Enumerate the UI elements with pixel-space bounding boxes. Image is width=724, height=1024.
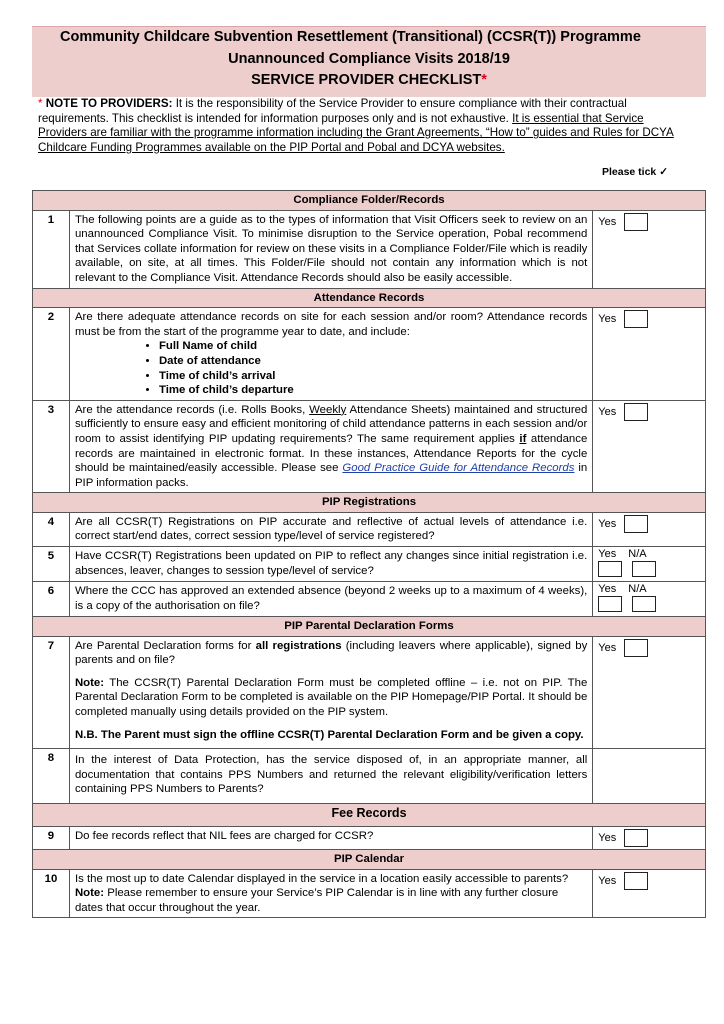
item-text-bold: all registrations [255,639,342,652]
item-text-weekly: Weekly [309,403,347,416]
item-number: 7 [33,636,70,749]
item-question: Have CCSR(T) Registrations been updated on PIP to reflect any changes since initial registration i.e. absences, leaver, changes to session type/level of service? [69,547,592,582]
item-number: 9 [33,827,70,850]
item-question [69,308,592,401]
yes-label: Yes [598,215,617,228]
item-number: 5 [33,547,70,582]
yes-label: Yes [598,548,617,561]
section-pip-calendar: PIP Calendar [33,850,706,870]
na-label: N/A [628,548,647,561]
list-item: • Date of attendance [159,354,587,369]
item-text-b: (including leavers where applicable), signed by parents and on file? [74,639,588,667]
checklist-table [32,190,706,918]
tick-box[interactable] [624,403,648,421]
item-text: Attendance Sheets) maintained and structured sufficiently to ensure easy and efficient monitoring of child attendance patterns in each session and/or room to assist identifying PIP updating requirements? The same requirement applies [74,403,588,445]
table-row [33,749,706,804]
good-practice-guide-link[interactable]: Good Practice Guide for Attendance Records [342,462,575,475]
note-label: Note: [74,887,105,900]
tick-box[interactable] [624,310,648,328]
section-compliance-folder: Compliance Folder/Records [33,191,706,211]
answer-cell [593,582,706,617]
item-text: attendance records are maintained in electronic format. In these instances, Attendance Reports for the cycle should be maintained/easily accessible. Please see [74,432,588,475]
item-number: 3 [33,400,70,493]
item-question: Where the CCC has approved an extended absence (beyond 2 weeks up to a maximum of 4 weeks), is a copy of the authorisation on file? [69,582,592,617]
item-number: 2 [33,308,70,401]
item-question: The following points are a guide as to the types of information that Visit Officers seek to review on an unannounced Compliance Visit. To minimise disruption to the Service operation, Pobal recommend that Services collate information for review on these visits in a Compliance Folder/File which is readily available, on site, at all times. This Folder/File should not contain any information which is not relevant to the Compliance Visit. Attendance Records should also be easily accessible. [69,210,592,288]
table-row [33,869,706,918]
please-tick-label: Please tick ✓ [601,166,668,178]
table-row [33,210,706,288]
yes-tick-box[interactable] [598,596,622,612]
item-number: 6 [33,582,70,617]
answer-cell [593,869,706,918]
section-fee-records: Fee Records [33,804,706,827]
item-text: in PIP information packs. [74,462,588,489]
item-text: Is the most up to date Calendar displayed in the service in a location easily accessible to parents? [74,872,569,885]
title-line-3 [32,72,706,88]
item-text [75,639,587,668]
yes-label: Yes [598,405,617,418]
checklist-title: SERVICE PROVIDER CHECKLIST [251,72,482,88]
list-item: • Full Name of child [159,339,587,354]
table-row [33,512,706,546]
title-asterisk: * [481,72,487,88]
item-question: Do fee records reflect that NIL fees are charged for CCSR? [69,827,592,850]
item-question: Are all CCSR(T) Registrations on PIP accurate and reflective of actual levels of attendance i.e. correct start/end dates, correct session type/level of service registered? [69,512,592,546]
item-note [75,886,587,915]
note-label: NOTE TO PROVIDERS: [45,97,173,110]
note-text: Please remember to ensure your Service’s PIP Calendar is in line with any further closure dates that occur throughout the year. [74,887,559,914]
section-pip-registrations: PIP Registrations [33,493,706,513]
answer-cell [593,636,706,749]
table-row [33,827,706,850]
item-text: Are the attendance records (i.e. Rolls Books, [74,403,306,416]
yes-label: Yes [598,583,617,596]
item-number: 8 [33,749,70,804]
answer-cell [593,547,706,582]
yes-label: Yes [598,313,617,326]
table-row [33,308,706,401]
na-label: N/A [628,583,647,596]
item-nb [75,728,587,743]
yes-label: Yes [598,517,617,530]
note-text: The CCSR(T) Parental Declaration Form must be completed offline – i.e. not on PIP. The Parental Declaration Form to be completed is available on the PIP Homepage/PIP Portal. It should be completed manually using details provided on the PIP system. [74,676,588,719]
table-row [33,582,706,617]
item-question [69,400,592,493]
yes-label: Yes [598,832,617,844]
na-tick-box[interactable] [632,561,656,577]
table-row [33,400,706,493]
tick-box[interactable] [624,213,648,231]
item-number: 4 [33,512,70,546]
attendance-bullet-list [75,339,587,397]
answer-cell [593,749,706,804]
title-line-2: Unannounced Compliance Visits 2018/19 [228,51,510,67]
item-question: In the interest of Data Protection, has the service disposed of, in an appropriate manner, all documentation that contains PPS Numbers and returned the relevant eligibility/verification letters containing PPS Numbers to Parents? [69,749,592,804]
answer-cell [593,308,706,401]
list-item: • Time of child’s arrival [159,369,587,384]
note-label: Note: [74,676,105,689]
item-note [75,676,587,720]
item-text-if: if [519,432,527,445]
item-question [69,869,592,918]
yes-label: Yes [598,641,617,654]
note-to-providers [38,97,690,155]
note-asterisk: * [38,97,43,110]
tick-box[interactable] [624,872,648,890]
answer-cell [593,400,706,493]
nb-text: N.B. The Parent must sign the offline CCSR(T) Parental Declaration Form and be given a copy. [74,728,584,741]
table-row [33,636,706,749]
note-text: It is the responsibility of the Service Provider to ensure compliance with their contractual requirements. This checklist is intended for information purposes only and is not exhaustive. [38,97,627,125]
list-item: • Time of child’s departure [159,383,587,398]
item-question [69,636,592,749]
section-attendance-records: Attendance Records [33,288,706,308]
tick-box[interactable] [624,515,648,533]
title-line-1: Community Childcare Subvention Resettlement (Transitional) (CCSR(T)) Programme [60,29,641,45]
answer-cell [593,827,706,850]
note-essential-text: It is essential that Service Providers are familiar with the programme information including the Grant Agreements, “How to” guides and Rules for DCYA Childcare Funding Programmes available on the PIP Portal and Pobal and DCYA websites. [38,111,674,154]
table-row [33,547,706,582]
answer-cell [593,512,706,546]
na-tick-box[interactable] [632,596,656,612]
section-parental-declaration: PIP Parental Declaration Forms [33,617,706,637]
tick-box[interactable] [624,639,648,657]
item-text: Are there adequate attendance records on site for each session and/or room? Attendance records must be from the start of the programme year to date, and include: [74,311,588,338]
header-banner [32,26,706,97]
item-number: 10 [33,869,70,918]
answer-cell [593,210,706,288]
item-number: 1 [33,210,70,288]
item-text-a: Are Parental Declaration forms for [74,639,252,652]
yes-label: Yes [598,874,617,887]
tick-box[interactable] [624,829,648,847]
yes-tick-box[interactable] [598,561,622,577]
